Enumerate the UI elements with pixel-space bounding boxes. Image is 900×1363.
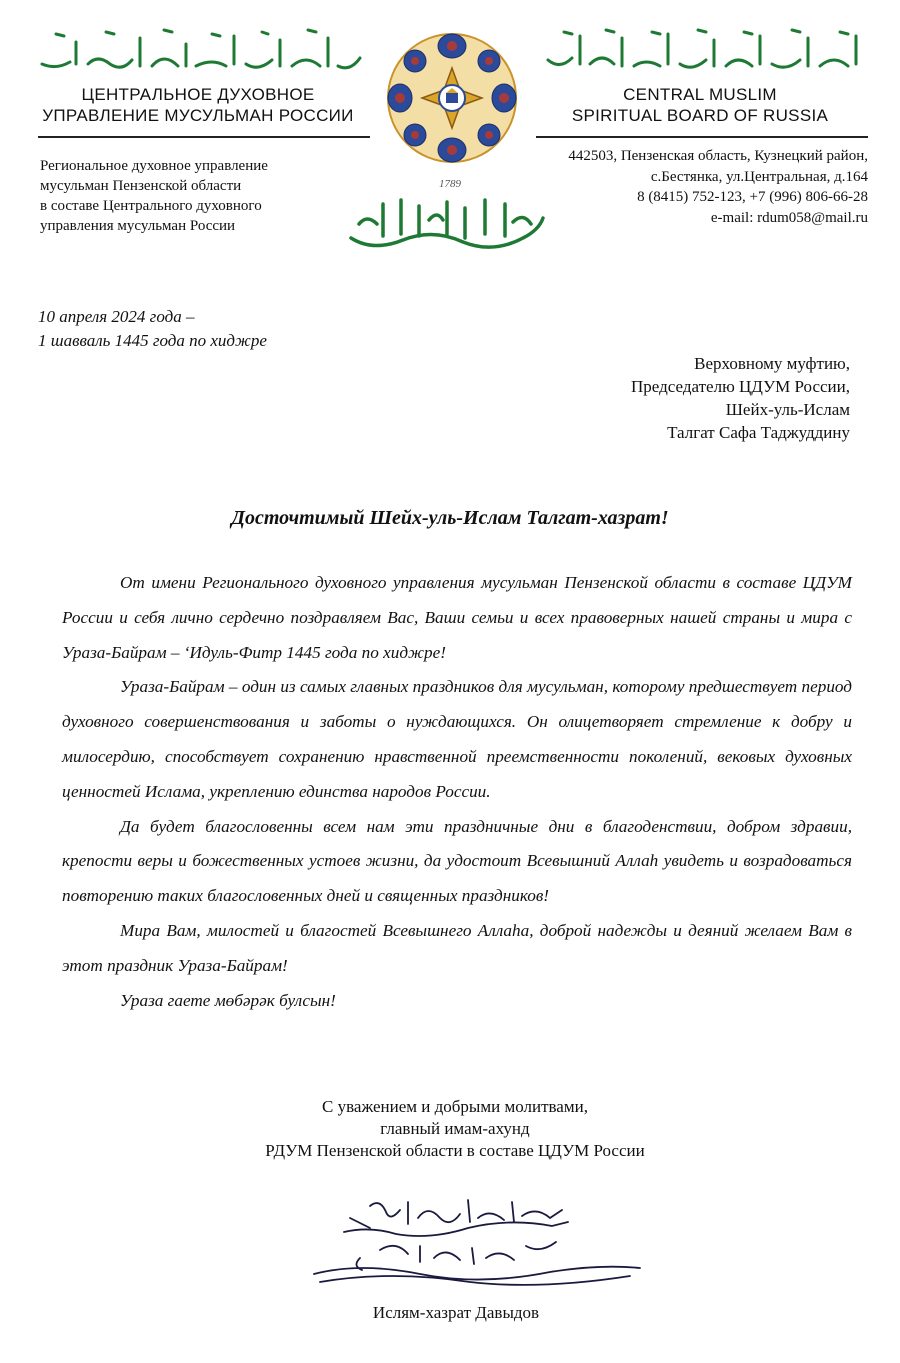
right-header-title xyxy=(540,84,860,126)
signer-name-text: Ислям-хазрат Давыдов xyxy=(372,1303,540,1322)
body-paragraph: Ураза гаете мөбәрәк булсын! xyxy=(120,990,336,1010)
right-title-line: SPIRITUAL BOARD OF RUSSIA xyxy=(571,106,829,125)
right-header-rule xyxy=(536,136,868,138)
date-gregorian: 10 апреля 2024 года – xyxy=(38,307,195,326)
emblem-year: 1789 xyxy=(439,178,461,190)
addressee-block xyxy=(631,352,850,444)
right-arabic-calligraphy-logo xyxy=(542,24,872,78)
regional-line: Региональное духовное управление xyxy=(40,158,268,174)
signer-name xyxy=(0,1303,900,1323)
letter-date xyxy=(38,305,267,353)
closing-line: главный имам-ахунд xyxy=(380,1119,530,1138)
address-line: с.Бестянка, ул.Центральная, д.164 xyxy=(650,168,868,185)
salutation: Досточтимый Шейх-уль-Ислам Талгат-хазрат! xyxy=(231,507,669,529)
body-paragraph: От имени Регионального духовного управления мусульман Пензенской области в составе ЦДУМ России и себя лично сердечно поздравляем Вас, Ваши семьи и всех правоверных нашей страны и мира с Ураза-Байрам – ‘Идуль-Фитр 1445 года по хиджре! xyxy=(62,573,852,662)
letter-body xyxy=(62,566,852,1018)
regional-line: в составе Центрального духовного xyxy=(40,198,262,214)
email-line: e-mail: rdum058@mail.ru xyxy=(710,209,868,226)
address-block xyxy=(508,146,868,228)
regional-line: управления мусульман России xyxy=(40,218,236,234)
left-title-line: ЦЕНТРАЛЬНОЕ ДУХОВНОЕ xyxy=(81,85,315,104)
right-title-line: CENTRAL MUSLIM xyxy=(623,85,777,104)
closing-line: С уважением и добрыми молитвами, xyxy=(322,1097,588,1116)
left-header-title xyxy=(38,84,358,126)
closing-block xyxy=(0,1096,900,1162)
body-paragraph: Ураза-Байрам – один из самых главных праздников для мусульман, которому предшествует период духовного совершенствования и заботы о нуждающихся. Он олицетворяет стремление к добру и милосердию, способствует сохранению нравственной преемственности поколений, вековых духовных ценностей Ислама, укреплению единства народов России. xyxy=(62,677,852,801)
regional-line: мусульман Пензенской области xyxy=(40,178,242,194)
phone-line: 8 (8415) 752-123, +7 (996) 806-66-28 xyxy=(637,189,868,205)
addressee-line: Верховному муфтию, xyxy=(694,354,850,373)
left-arabic-calligraphy-logo xyxy=(36,24,366,78)
address-line: 442503, Пензенская область, Кузнецкий район, xyxy=(568,148,868,164)
addressee-line: Шейх-уль-Ислам xyxy=(725,400,850,419)
emblem-medallion-icon xyxy=(378,22,526,174)
left-header-rule xyxy=(38,136,370,138)
closing-line: РДУМ Пензенской области в составе ЦДУМ России xyxy=(265,1141,645,1160)
regional-board-block xyxy=(40,156,370,236)
addressee-line: Председателю ЦДУМ России, xyxy=(631,377,850,396)
date-hijri: 1 шавваль 1445 года по хиджре xyxy=(38,331,267,350)
left-title-line: УПРАВЛЕНИЕ МУСУЛЬМАН РОССИИ xyxy=(42,106,354,125)
body-paragraph: Мира Вам, милостей и благостей Всевышнего Аллаһа, доброй надежды и деяний желаем Вам в этот праздник Ураза-Байрам! xyxy=(62,920,852,975)
body-paragraph: Да будет благословенны всем нам эти праздничные дни в благоденствии, добром здравии, крепости веры и божественных устоев жизни, да удостоит Всевышний Аллаһ увидеть и возрадоваться повторению таких благословенных дней и священных праздников! xyxy=(62,816,852,906)
addressee-line: Талгат Сафа Таджуддину xyxy=(667,423,850,442)
handwritten-signature xyxy=(300,1188,660,1298)
